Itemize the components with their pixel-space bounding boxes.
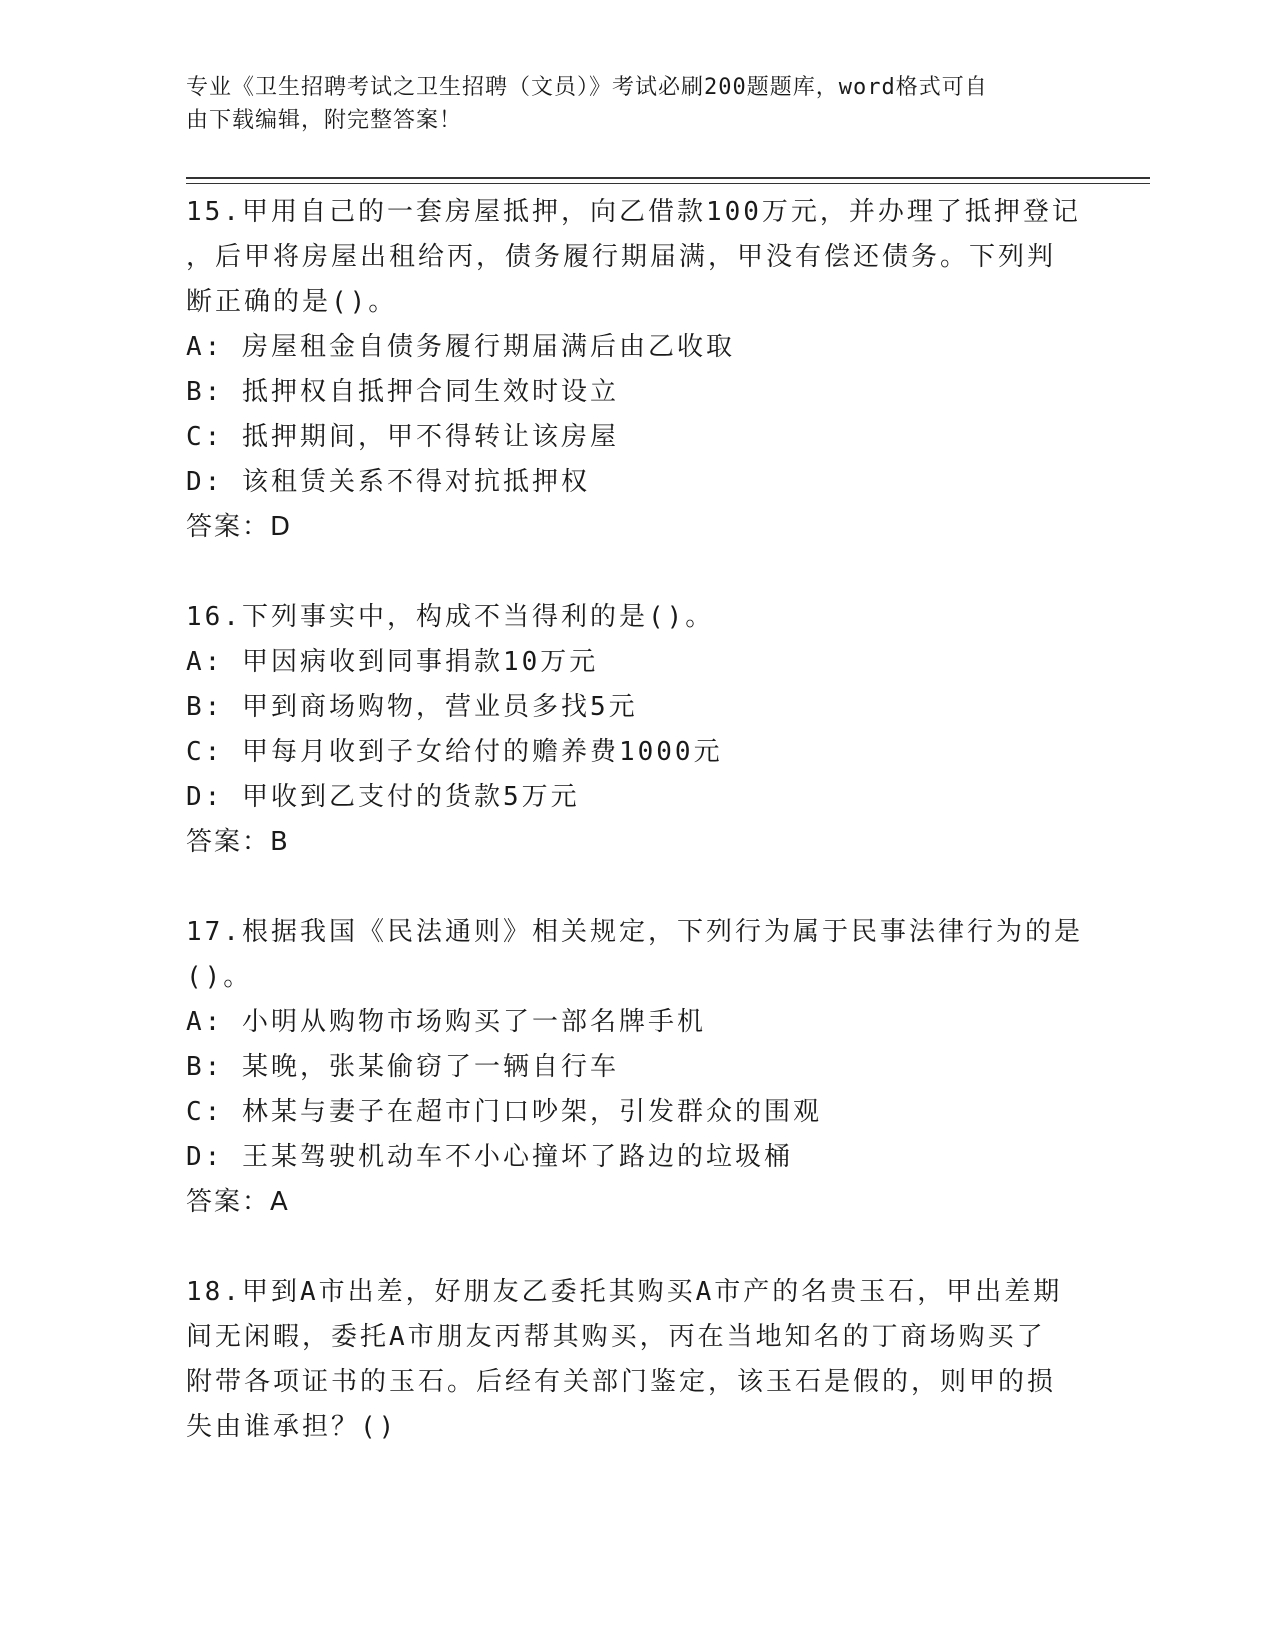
question-spacer (186, 1225, 1086, 1270)
question-spacer (186, 550, 1086, 595)
question-stem-line: 断正确的是()。 (186, 287, 398, 317)
question-stem-line: 17.根据我国《民法通则》相关规定，下列行为属于民事法律行为的是 (186, 917, 1083, 947)
option-a: A: 甲因病收到同事捐款10万元 (186, 647, 599, 677)
option-b: B: 抵押权自抵押合同生效时设立 (186, 377, 619, 407)
option-b: B: 某晚，张某偷窃了一辆自行车 (186, 1052, 619, 1082)
option-a: A: 房屋租金自债务履行期届满后由乙收取 (186, 332, 735, 362)
question-stem-line: 15.甲用自己的一套房屋抵押，向乙借款100万元，并办理了抵押登记 (186, 197, 1081, 227)
question-stem-line: 附带各项证书的玉石。后经有关部门鉴定，该玉石是假的，则甲的损 (186, 1367, 1057, 1397)
question-spacer (186, 865, 1086, 910)
header-line-1: 专业《卫生招聘考试之卫生招聘（文员）》考试必刷200题题库，word格式可自 (186, 75, 988, 100)
answer-label: 答案：A (186, 1187, 290, 1217)
question-stem-line: 失由谁承担？() (186, 1412, 398, 1442)
option-c: C: 甲每月收到子女给付的赡养费1000元 (186, 737, 723, 767)
question-stem-line: 间无闲暇，委托A市朋友丙帮其购买，丙在当地知名的丁商场购买了 (186, 1322, 1046, 1352)
option-d: D: 甲收到乙支付的货款5万元 (186, 782, 580, 812)
answer-label: 答案：B (186, 827, 290, 857)
option-d: D: 该租赁关系不得对抗抵押权 (186, 467, 590, 497)
question-17 (186, 910, 1086, 1225)
answer-label: 答案：D (186, 512, 293, 542)
question-16 (186, 595, 1086, 865)
header-rule-thick (186, 177, 1150, 179)
header-rule-thin (186, 183, 1150, 184)
option-c: C: 抵押期间，甲不得转让该房屋 (186, 422, 619, 452)
question-stem-line: ，后甲将房屋出租给丙，债务履行期届满，甲没有偿还债务。下列判 (186, 242, 1057, 272)
option-b: B: 甲到商场购物，营业员多找5元 (186, 692, 638, 722)
option-a: A: 小明从购物市场购买了一部名牌手机 (186, 1007, 706, 1037)
option-d: D: 王某驾驶机动车不小心撞坏了路边的垃圾桶 (186, 1142, 793, 1172)
question-stem-line: ()。 (186, 962, 253, 992)
question-18 (186, 1270, 1086, 1450)
question-list (186, 190, 1086, 1450)
option-c: C: 林某与妻子在超市门口吵架，引发群众的围观 (186, 1097, 822, 1127)
document-header (186, 71, 1086, 137)
question-15 (186, 190, 1086, 550)
header-line-2: 由下载编辑，附完整答案！ (186, 108, 463, 133)
question-stem-line: 16.下列事实中，构成不当得利的是()。 (186, 602, 715, 632)
question-stem-line: 18.甲到A市出差，好朋友乙委托其购买A市产的名贵玉石，甲出差期 (186, 1277, 1063, 1307)
